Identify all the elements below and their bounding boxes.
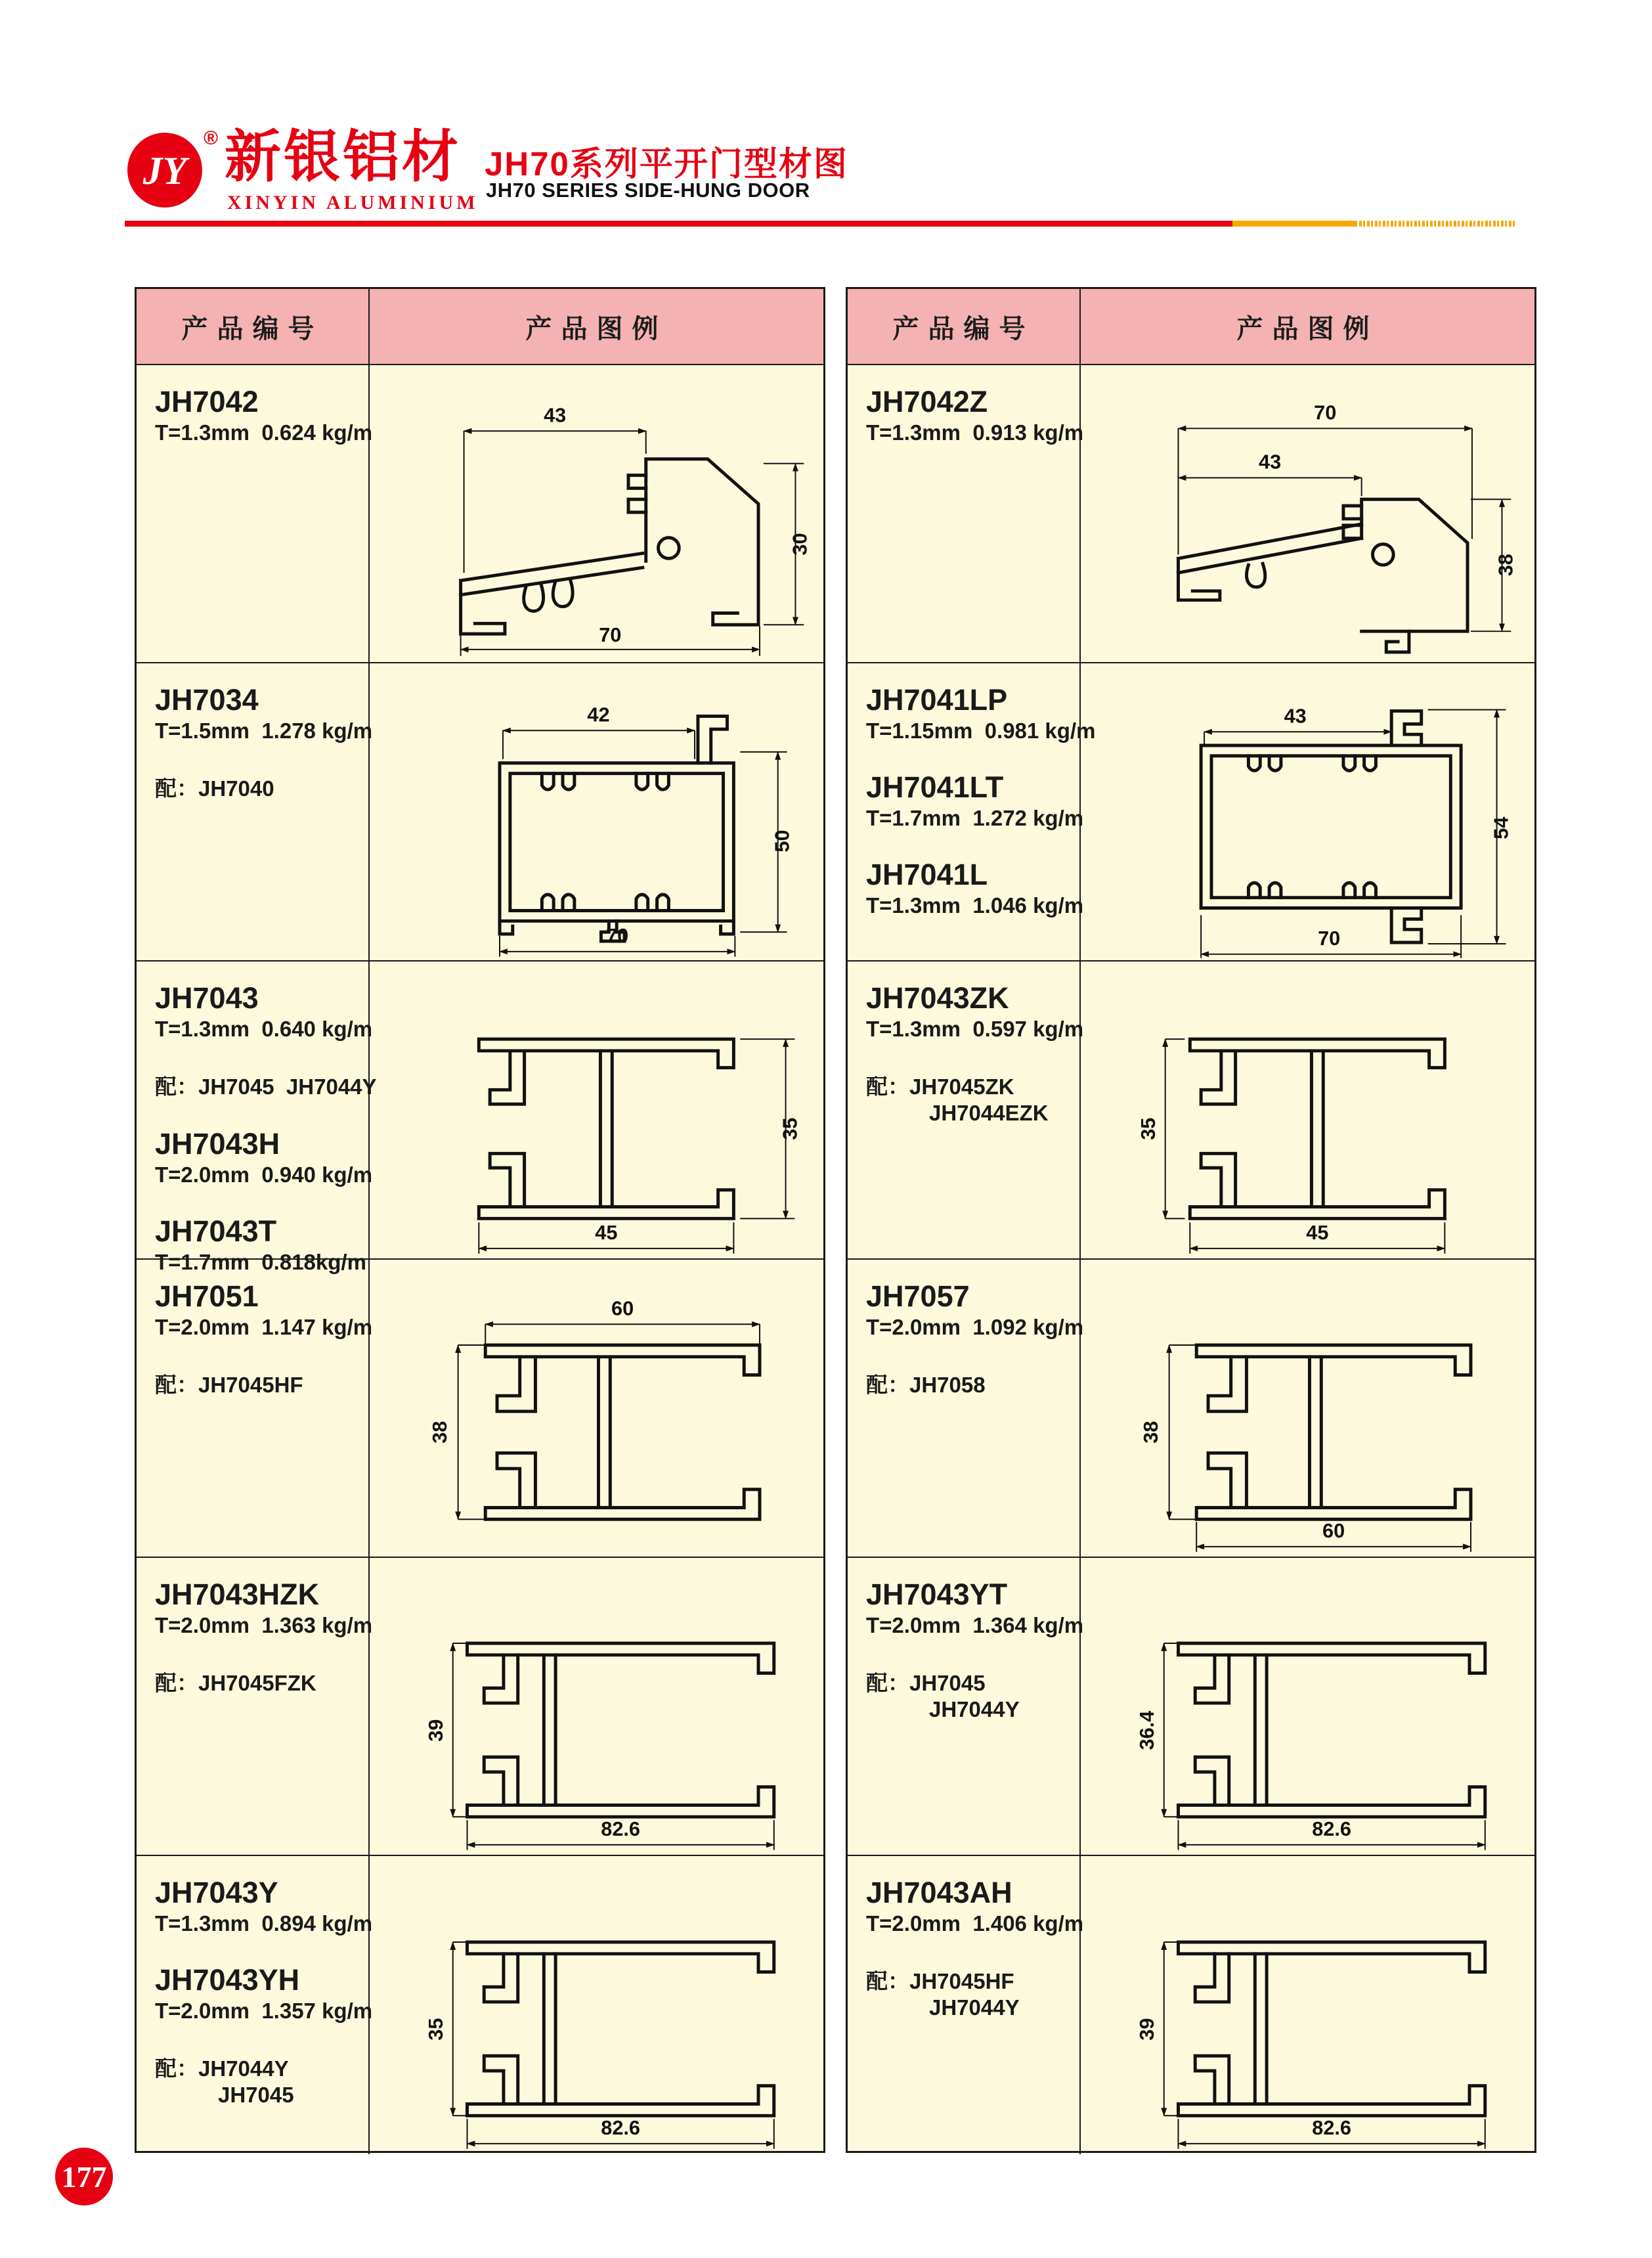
dimension-lines [1165,1039,1445,1254]
table-row [137,1260,823,1558]
column-header-product-illustration: 产品图例 [525,314,668,343]
product-match: 配：JH7045HF [866,1969,1014,1993]
product-code: JH7043T [155,1214,277,1248]
logo-monogram: JY [142,149,187,192]
table-header-row [848,289,1534,365]
product-drawing-cell [370,1260,823,1557]
product-spec: T=1.7mm 1.272 kg/m [866,805,1084,830]
product-spec: T=1.3mm 0.624 kg/m [155,420,373,445]
table-row [848,1260,1534,1558]
dim-right: 30 [788,533,812,556]
product-code: JH7043 [155,981,259,1015]
product-drawing-cell [370,365,823,662]
product-code: JH7041LT [866,770,1004,804]
product-match: 配：JH7040 [155,776,274,801]
dim-right: 35 [778,1117,802,1140]
product-code: JH7057 [866,1279,970,1313]
product-match: JH7044EZK [929,1101,1049,1125]
header-rule-orange [1232,221,1355,227]
product-match: JH7044Y [929,1697,1020,1721]
profile-drawing [1081,1260,1534,1557]
brand-name-chinese: 新银铝材 [225,125,461,188]
dimension-lines [461,431,804,656]
product-info-cell [137,962,377,1274]
product-match: 配：JH7045ZK [866,1074,1014,1099]
profile-outline [1178,1942,1485,2115]
table-row [848,663,1534,962]
profile-drawing [370,663,823,960]
product-match: 配：JH7058 [866,1373,986,1397]
product-spec: T=1.3mm 0.894 kg/m [155,1911,373,1936]
product-code: JH7042 [155,385,259,418]
product-code: JH7043ZK [866,981,1009,1015]
product-code: JH7043YT [866,1578,1008,1611]
product-info-cell [137,1856,373,2154]
table-row [137,365,823,663]
product-spec: T=1.7mm 0.818kg/m [155,1249,366,1274]
dim-left: 39 [424,1719,447,1742]
profile-outline [467,1942,773,2115]
product-match: 配：JH7045 [866,1671,986,1695]
product-code: JH7042Z [866,385,988,418]
profile-outline [461,459,758,634]
product-code: JH7034 [155,683,259,717]
product-match: JH7044Y [929,1995,1020,2020]
product-spec: T=1.5mm 1.278 kg/m [155,718,373,743]
product-info-cell [137,1558,373,1855]
dim-left: 39 [1135,2018,1158,2041]
dim-top: 43 [544,403,567,427]
profile-outline [467,1643,773,1817]
dim-left: 38 [427,1421,451,1444]
profile-drawing [1081,365,1534,662]
product-match: 配：JH7044Y [155,2056,289,2081]
dim-right: 38 [1494,554,1517,577]
product-spec: T=1.15mm 0.981 kg/m [866,718,1096,743]
profile-drawing [370,962,823,1258]
dim-top: 70 [1314,401,1337,424]
product-code: JH7043AH [866,1876,1012,1909]
product-info-cell [137,663,373,960]
profile-drawing [370,1260,823,1557]
profile-drawing [370,1856,823,2154]
header-rule-barcode [1355,221,1517,227]
profile-outline [1178,499,1467,652]
product-info-cell [848,962,1084,1258]
dim-bottom: 60 [1322,1519,1345,1543]
product-match: JH7045 [218,2083,294,2107]
product-code: JH7043YH [155,1963,300,1997]
table-row [137,663,823,962]
product-code: JH7043HZK [155,1578,320,1611]
product-drawing-cell [370,962,823,1258]
dim-bottom: 45 [595,1221,618,1245]
dim-top: 60 [611,1296,634,1320]
product-drawing-cell [1081,962,1534,1258]
table-header-row [137,289,823,365]
product-drawing-cell [1081,1558,1534,1855]
product-drawing-cell [370,1558,823,1855]
product-spec: T=2.0mm 1.357 kg/m [155,1998,373,2023]
profile-drawing [370,365,823,662]
page-title-english: JH70 SERIES SIDE-HUNG DOOR [486,179,810,202]
dim-right: 50 [770,830,794,852]
product-code: JH7043H [155,1127,280,1161]
profile-drawing [370,1558,823,1855]
dim-bottom: 70 [599,623,622,647]
product-spec: T=2.0mm 1.406 kg/m [866,1911,1084,1936]
product-drawing-cell [370,663,823,960]
table-row [137,1856,823,2154]
dim-top: 43 [1284,704,1307,728]
dim-bottom: 82.6 [601,1817,640,1841]
product-spec: T=2.0mm 1.363 kg/m [155,1612,373,1637]
product-spec: T=1.3mm 0.597 kg/m [866,1016,1084,1041]
dim-left: 38 [1139,1421,1162,1444]
profile-outline [1178,1643,1485,1817]
product-info-cell [848,365,1084,662]
dim-bottom: 82.6 [1312,2116,1351,2140]
product-match: 配：JH7045 JH7044Y [155,1074,377,1099]
product-spec: T=2.0mm 1.147 kg/m [155,1314,373,1339]
product-spec: T=2.0mm 1.364 kg/m [866,1612,1084,1637]
header-rule-red [125,221,1232,227]
product-table-left [135,287,825,2153]
column-header-product-number: 产品编号 [137,289,370,364]
product-code: JH7041LP [866,683,1008,717]
dim-left: 35 [1136,1117,1160,1140]
product-spec: T=2.0mm 1.092 kg/m [866,1314,1084,1339]
product-match: 配：JH7045FZK [155,1671,316,1695]
profile-drawing [1081,1856,1534,2154]
column-header-product-number: 产品编号 [848,289,1081,364]
product-spec: T=1.3mm 0.913 kg/m [866,420,1084,445]
company-logo-icon [126,131,204,209]
profile-outline [1196,1345,1471,1519]
product-info-cell [848,1558,1084,1855]
product-drawing-cell [1081,1856,1534,2154]
page-number-badge [55,2148,113,2205]
product-info-cell [848,663,1096,960]
product-table-right [846,287,1536,2153]
table-row [137,962,823,1274]
dim-right: 54 [1489,816,1513,839]
product-info-cell [137,1260,373,1557]
product-drawing-cell [370,1856,823,2154]
product-code: JH7051 [155,1279,259,1313]
dimension-lines [479,1039,794,1254]
product-info-cell [848,1856,1084,2154]
product-match: 配：JH7045HF [155,1373,303,1397]
table-row [137,1558,823,1856]
profile-outline [500,716,733,941]
profile-drawing [1081,663,1534,960]
table-row [848,962,1534,1260]
column-header-product-illustration: 产品图例 [1236,314,1379,343]
dim-bottom: 82.6 [601,2116,640,2140]
dim-bottom: 70 [606,923,629,947]
dim-mid: 43 [1259,450,1282,474]
brand-name-english: XINYIN ALUMINIUM [227,192,479,213]
dim-top: 42 [587,703,610,726]
product-code: JH7043Y [155,1876,278,1909]
profile-outline [1201,711,1461,942]
profile-outline [485,1345,760,1519]
dim-left: 35 [424,2018,447,2041]
table-row [848,1558,1534,1856]
product-drawing-cell [1081,663,1534,960]
product-info-cell [848,1260,1084,1557]
product-drawing-cell [1081,365,1534,662]
profile-outline [1190,1039,1445,1218]
product-spec: T=1.3mm 0.640 kg/m [155,1016,373,1041]
table-row [848,365,1534,663]
product-info-cell [137,365,373,662]
dim-bottom: 82.6 [1312,1817,1351,1841]
product-drawing-cell [1081,1260,1534,1557]
product-spec: T=1.3mm 1.046 kg/m [866,893,1084,918]
page-number: 177 [61,2159,107,2194]
dim-bottom: 45 [1306,1221,1329,1245]
dim-bottom: 70 [1318,926,1341,950]
table-row [848,1856,1534,2154]
registered-trademark-icon: ® [204,127,219,149]
page-title-chinese: JH70系列平开门型材图 [485,145,848,183]
profile-outline [479,1039,733,1218]
product-code: JH7041L [866,858,988,891]
profile-drawing [1081,962,1534,1258]
dim-left: 36.4 [1135,1710,1158,1750]
profile-drawing [1081,1558,1534,1855]
product-spec: T=2.0mm 0.940 kg/m [155,1162,373,1187]
